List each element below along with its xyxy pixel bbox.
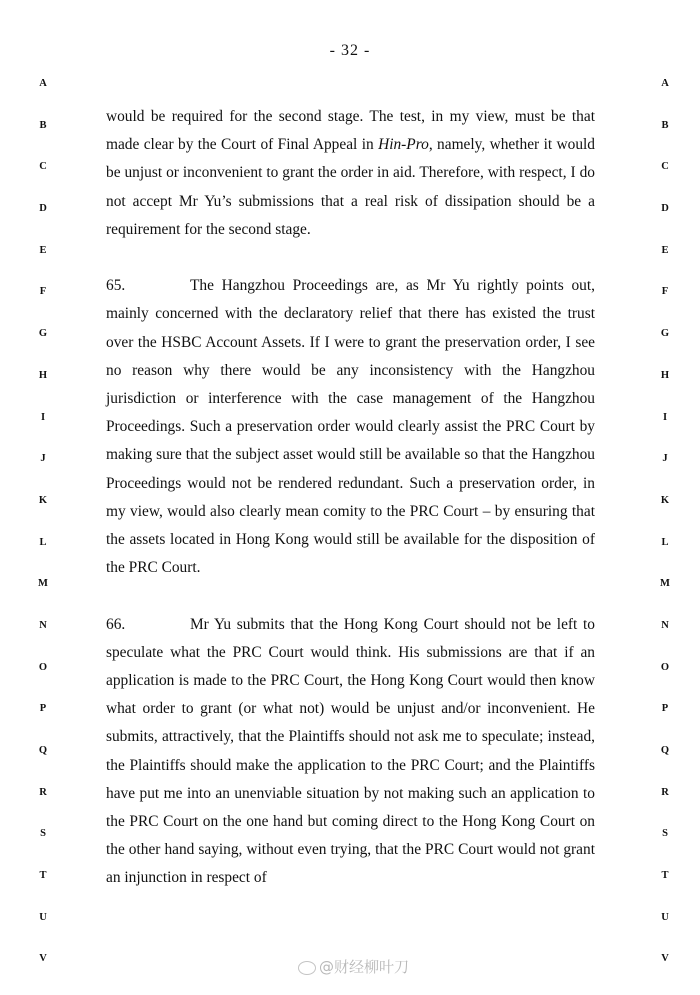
margin-letter: V [39,953,47,965]
paragraph-text: , namely, whether it would be unjust or inconvenient to grant the order in aid. Therefore, with respect, I do not accept Mr Yu’s submissions that a real risk of dissipation should be a requirement for the second stage. [106,136,595,238]
margin-letter: B [661,119,669,131]
margin-letter: Q [660,745,670,756]
margin-letter: F [39,286,47,298]
margin-letter: B [39,119,47,131]
margin-letter: J [662,453,668,465]
margin-letter: T [39,870,47,882]
right-margin-letters [655,78,675,995]
paragraph-text: The Hangzhou Proceedings are, as Mr Yu rightly points out, mainly concerned with the declaratory relief that there has existed the trust over the HSBC Account Assets. If I were to grant the preservation order, I see no reason why there would be any inconsistency with the Hangzhou jurisdiction or interference with the case management of the Hangzhou Proceedings. Such a preservation order would clearly assist the PRC Court by making sure that the subject asset would still be available so that the Hangzhou Proceedings would not be rendered redundant. Such a preservation order, in my view, would also clearly mean comity to the PRC Court – by ensuring that the assets located in Hong Kong would still be available for the disposition of the PRC Court. [106,277,595,577]
page-number: - 32 - [329,42,371,59]
watermark-text: @财经柳叶刀 [319,958,410,976]
margin-letter: F [661,286,669,298]
margin-letter: S [40,828,46,840]
margin-letter: K [38,494,48,506]
margin-letter: E [661,244,669,256]
margin-letter: H [38,369,48,381]
margin-letter: I [40,411,46,423]
margin-letter: U [661,911,669,923]
margin-letter: C [39,161,47,173]
margin-letter: C [661,161,669,173]
margin-letter: U [39,911,47,923]
margin-letter: D [39,203,47,215]
margin-letter: G [660,328,670,340]
margin-letter: T [661,870,669,882]
paragraph-number: 65. [106,277,126,295]
margin-letter: I [662,411,668,423]
margin-letter: A [661,78,669,89]
margin-letter: S [662,828,668,840]
margin-letter: R [39,786,47,798]
paragraph-text: Mr Yu submits that the Hong Kong Court should not be left to speculate what the PRC Court would think. His submissions are that if an application is made to the PRC Court, the Hong Kong Court would then know what order to grant (or what not) would be unjust and/or inconvenient. He submits, attractively, that the Plaintiffs should not ask me to speculate; instead, the Plaintiffs should make the application to the PRC Court; and the Plaintiffs have put me into an unenviable situation by not making such an application to the PRC Court on the one hand but coming direct to the Hong Kong Court on the other hand saying, without even trying, that the PRC Court would not grant an injunction in respect of [106,615,595,887]
margin-letter: R [661,786,669,798]
margin-letter: G [38,328,48,340]
margin-letter: P [661,703,669,715]
margin-letter: L [661,536,669,548]
margin-letter: Q [38,745,48,756]
margin-letter: O [660,661,670,673]
margin-letter: M [660,578,670,590]
paragraph-66 [106,611,595,893]
margin-letter: P [39,703,47,715]
weibo-icon [298,961,316,975]
margin-letter: E [39,244,47,256]
margin-letter: N [39,619,47,631]
margin-letter: M [38,578,48,590]
margin-letter: L [39,536,47,548]
paragraph-65 [106,272,595,582]
paragraph-text: would be required for the second stage. The test, in my view, must be that made clear by the Court of Final Appeal in [106,108,595,154]
judgment-body [106,103,595,921]
case-name: Hin-Pro [378,136,429,154]
margin-letter: A [39,78,47,89]
margin-letter: N [661,619,669,631]
left-margin-letters [33,78,53,995]
watermark [298,956,409,977]
margin-letter: O [38,661,48,673]
margin-letter: J [40,453,46,465]
margin-letter: K [660,494,670,506]
paragraph-continuation [106,103,595,244]
paragraph-number: 66. [106,615,126,633]
margin-letter: V [661,953,669,965]
margin-letter: H [660,369,670,381]
margin-letter: D [661,203,669,215]
